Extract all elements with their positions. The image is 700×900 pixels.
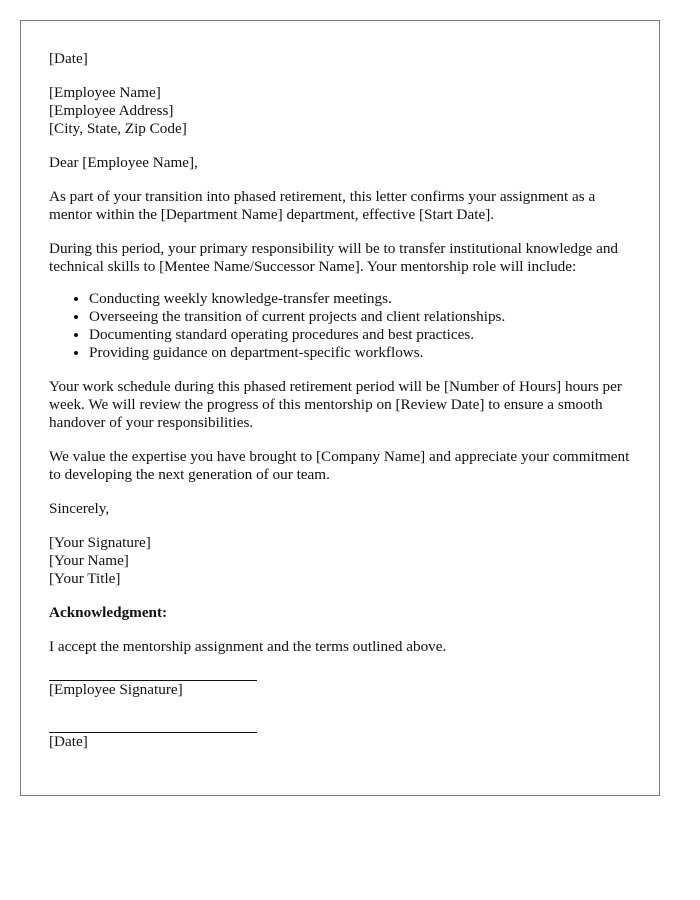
salutation: Dear [Employee Name],: [49, 154, 198, 171]
recipient-address: [Employee Address]: [49, 102, 174, 119]
date-signature-line: [49, 732, 257, 751]
list-item: • Providing guidance on department-specific workflows.: [89, 344, 631, 362]
recipient-address-block: [49, 84, 631, 138]
employee-signature-label: [Employee Signature]: [49, 681, 183, 698]
letter-page: [20, 20, 660, 796]
list-item: • Conducting weekly knowledge-transfer meetings.: [89, 290, 631, 308]
sender-name: [Your Name]: [49, 552, 129, 569]
acknowledgment-statement: I accept the mentorship assignment and the terms outlined above.: [49, 638, 447, 655]
employee-signature-line: [49, 680, 257, 699]
recipient-city-state-zip: [City, State, Zip Code]: [49, 120, 187, 137]
acknowledgment-heading: Acknowledgment:: [49, 604, 168, 621]
letter-date: [Date]: [49, 50, 88, 67]
list-item: • Documenting standard operating procedures and best practices.: [89, 326, 631, 344]
paragraph-assignment: As part of your transition into phased retirement, this letter confirms your assignment as a mentor within the [Department Name] department, effective [Start Date].: [49, 188, 596, 223]
paragraph-schedule: Your work schedule during this phased retirement period will be [Number of Hours] hours per week. We will review the progress of this mentorship on [Review Date] to ensure a smooth handover of your responsibilities.: [49, 378, 622, 431]
paragraph-appreciation: We value the expertise you have brought to [Company Name] and appreciate your commitment to developing the next generation of our team.: [49, 448, 630, 483]
list-item: • Overseeing the transition of current projects and client relationships.: [89, 308, 631, 326]
sender-block: [49, 534, 631, 588]
sender-signature: [Your Signature]: [49, 534, 151, 551]
sender-title: [Your Title]: [49, 570, 121, 587]
date-label: [Date]: [49, 733, 88, 750]
recipient-name: [Employee Name]: [49, 84, 161, 101]
paragraph-responsibility: During this period, your primary responsibility will be to transfer institutional knowledge and technical skills to [Mentee Name/Successor Name]. Your mentorship role will include:: [49, 240, 619, 275]
closing: Sincerely,: [49, 500, 110, 517]
duties-list: [49, 290, 631, 362]
